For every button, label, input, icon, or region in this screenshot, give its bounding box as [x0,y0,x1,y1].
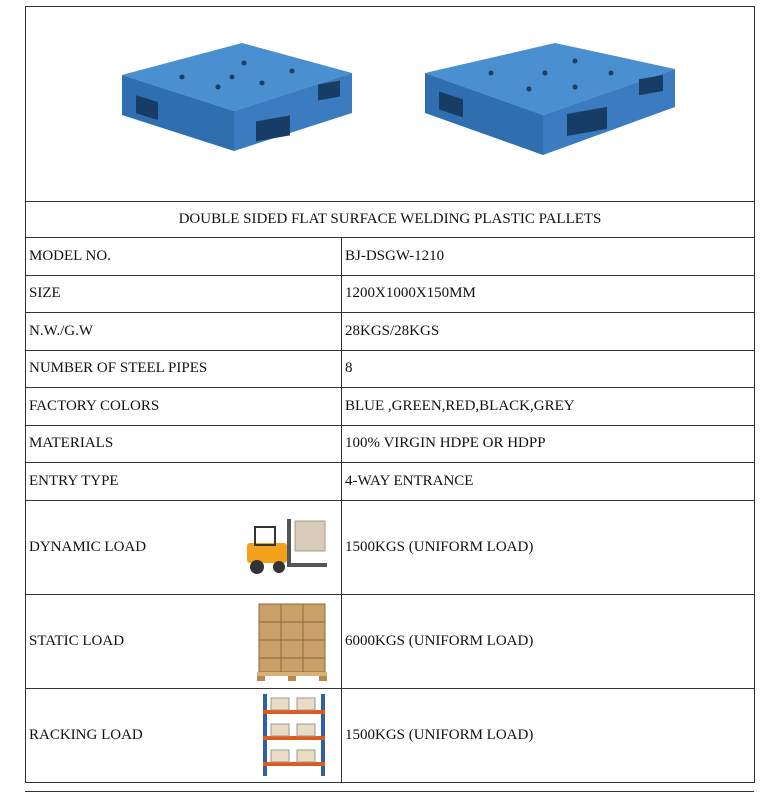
table-row [26,388,755,426]
load-label: DYNAMIC LOAD [29,538,147,555]
title-row [26,202,755,238]
load-value: 1500KGS (UNIFORM LOAD) [342,500,755,594]
spec-value: 28KGS/28KGS [342,313,755,351]
table-row [26,425,755,463]
pallet-rack-icon [259,692,329,778]
spec-value: 100% VIRGIN HDPE OR HDPP [342,425,755,463]
table-row [26,594,755,688]
table-row [26,463,755,501]
load-label: RACKING LOAD [29,726,143,743]
spec-label: N.W./G.W [26,313,342,351]
spec-label: FACTORY COLORS [26,388,342,426]
spec-value: 4-WAY ENTRANCE [342,463,755,501]
stacked-boxes-icon [255,600,329,682]
table-row [26,275,755,313]
table-row [26,688,755,782]
spec-label: ENTRY TYPE [26,463,342,501]
spec-label: NUMBER OF STEEL PIPES [26,350,342,388]
table-title: DOUBLE SIDED FLAT SURFACE WELDING PLASTIC PALLETS [26,202,755,238]
forklift-icon [239,517,329,577]
blue-plastic-pallet-icon [122,43,352,183]
spec-label: MODEL NO. [26,238,342,276]
spec-value: BLUE ,GREEN,RED,BLACK,GREY [342,388,755,426]
table-bottom-border [25,791,754,792]
spec-label: MATERIALS [26,425,342,463]
spec-value: 1200X1000X150MM [342,275,755,313]
spec-label: SIZE [26,275,342,313]
load-label-cell [26,688,342,782]
spec-value: BJ-DSGW-1210 [342,238,755,276]
load-label: STATIC LOAD [29,632,125,649]
spec-value: 8 [342,350,755,388]
table-row [26,313,755,351]
load-value: 6000KGS (UNIFORM LOAD) [342,594,755,688]
load-value: 1500KGS (UNIFORM LOAD) [342,688,755,782]
blue-plastic-pallet-icon [425,43,675,183]
table-row [26,238,755,276]
load-label-cell [26,594,342,688]
spec-table [25,6,755,783]
table-row [26,500,755,594]
photo-row [26,7,755,202]
table-row [26,350,755,388]
load-label-cell [26,500,342,594]
photo-cell [26,7,755,202]
